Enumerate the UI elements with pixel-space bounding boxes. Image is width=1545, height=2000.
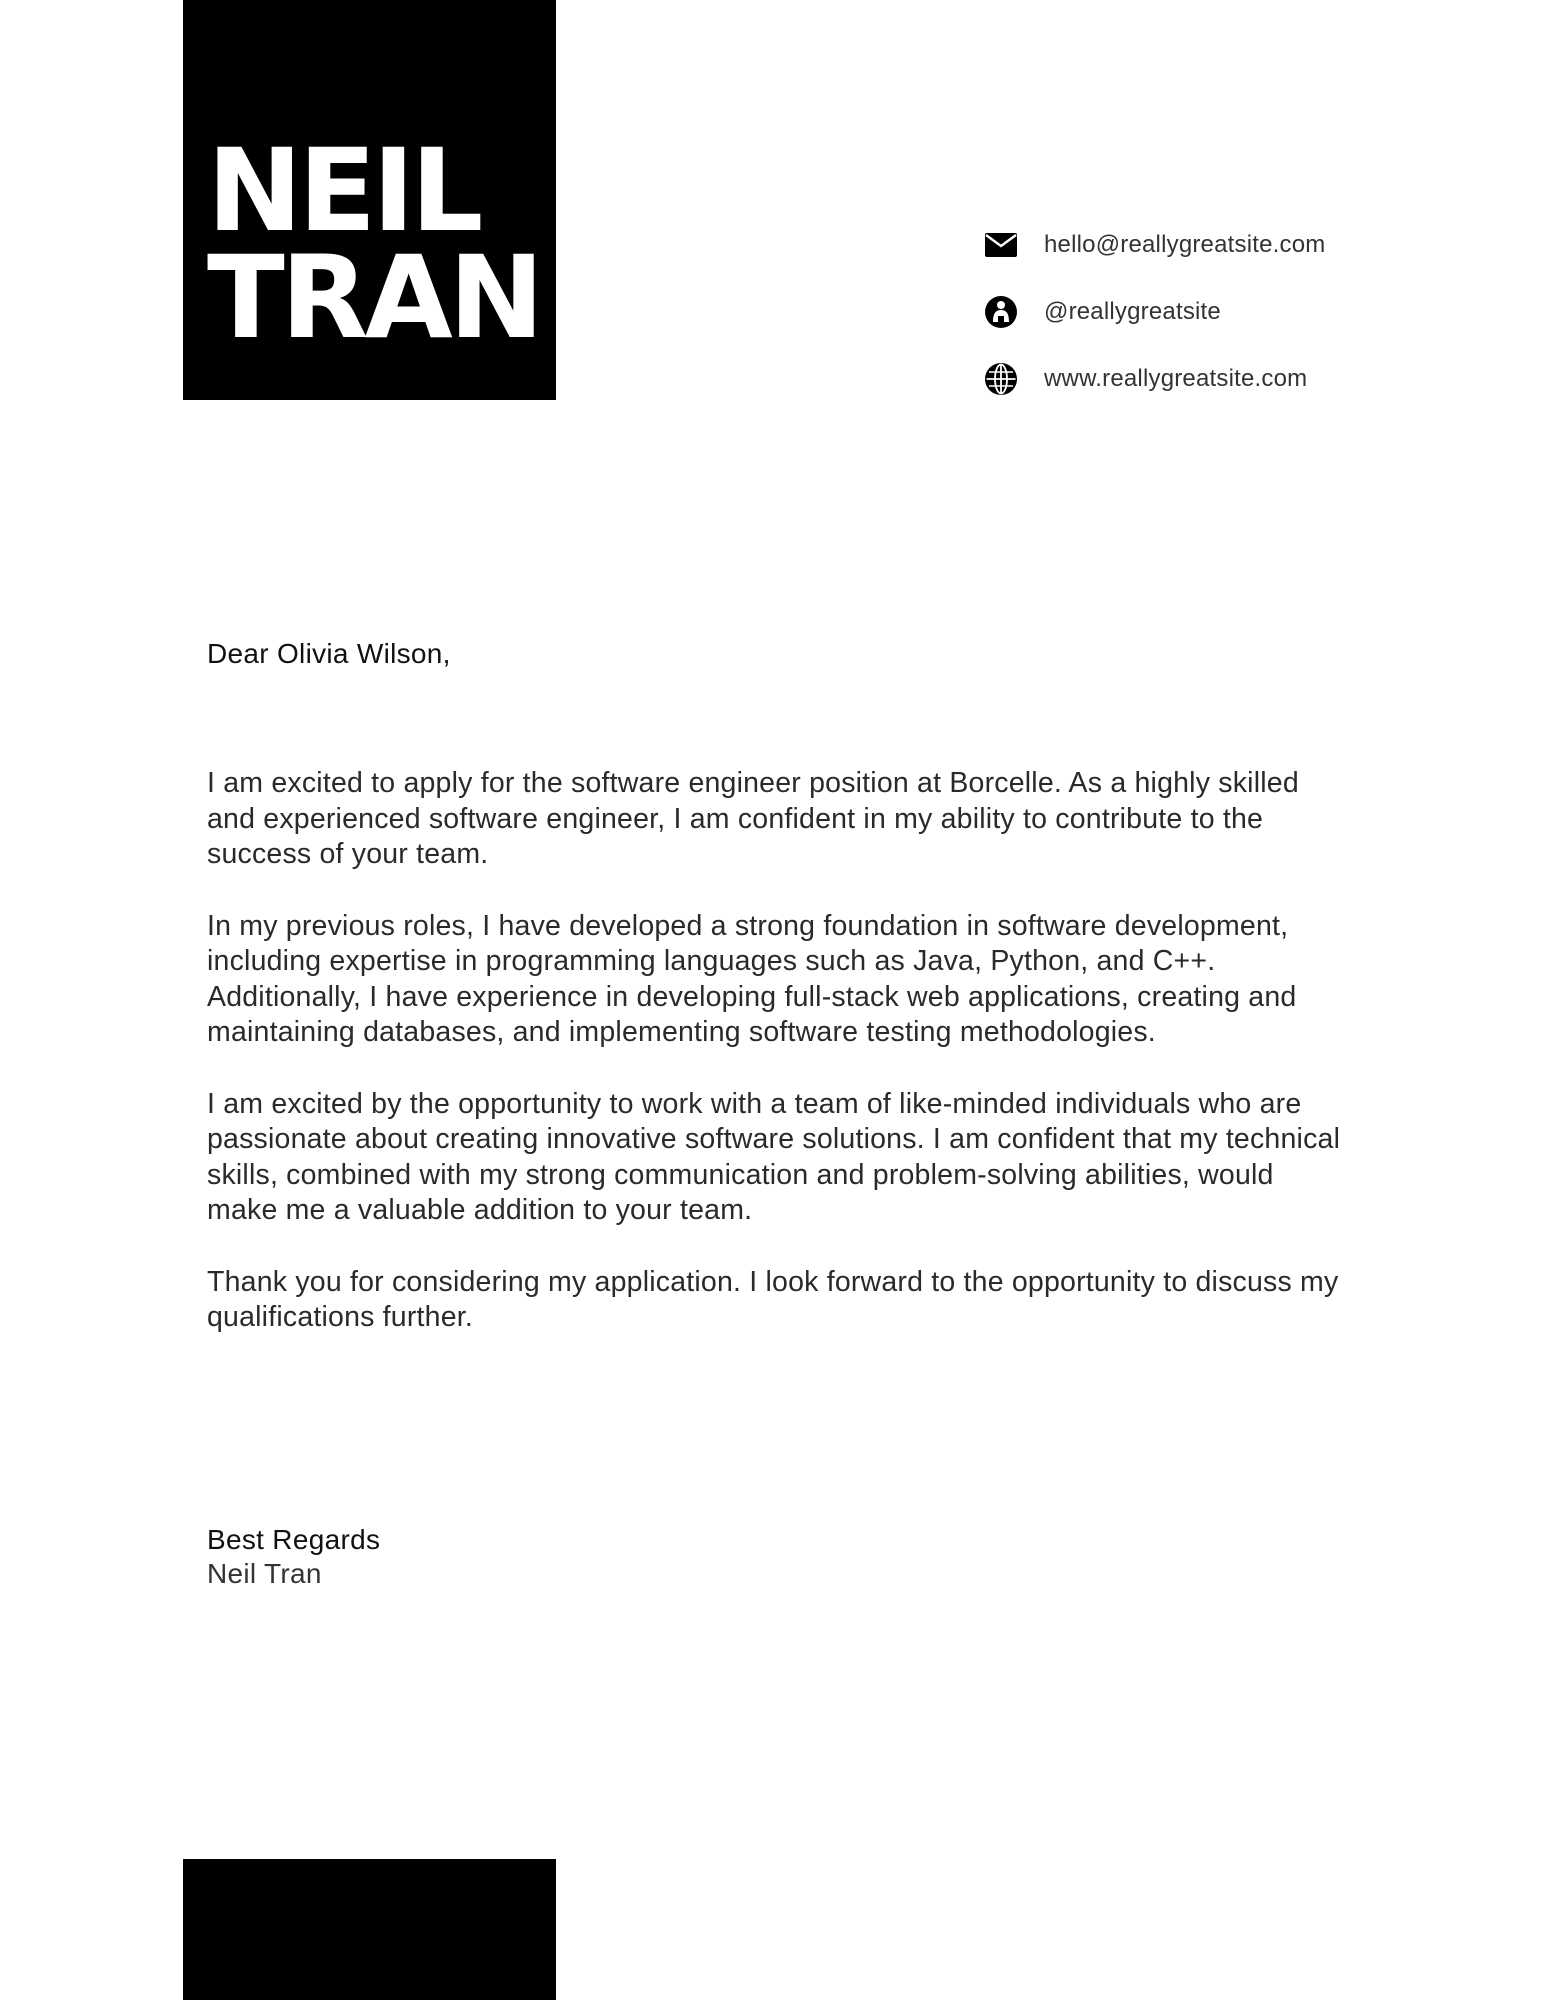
- social-handle[interactable]: @reallygreatsite: [1044, 298, 1221, 325]
- last-name: TRAN: [207, 231, 541, 364]
- letter-greeting: Dear Olivia Wilson,: [207, 638, 451, 669]
- letter-closing: Best Regards: [207, 1524, 381, 1555]
- letter-body: [207, 766, 1347, 1372]
- contact-list: [984, 228, 1325, 429]
- contact-social[interactable]: [984, 295, 1325, 329]
- contact-email[interactable]: [984, 228, 1325, 262]
- contact-website[interactable]: [984, 362, 1325, 396]
- first-name: NEIL: [207, 124, 480, 257]
- letter-paragraph: Thank you for considering my application. I look forward to the opportunity to discuss my qualifications further.: [207, 1265, 1339, 1333]
- letter-paragraph: In my previous roles, I have developed a strong foundation in software development, including expertise in programming languages such as Java, Python, and C++. Additionally, I have experience in developing full-stack web applications, creating and maintaining databases, and implementing software testing methodologies.: [207, 909, 1297, 1048]
- footer-block: [183, 1859, 556, 2000]
- name-header-block: [183, 0, 556, 400]
- globe-icon: [984, 362, 1018, 396]
- website-link[interactable]: www.reallygreatsite.com: [1044, 365, 1308, 392]
- letter-paragraph: I am excited to apply for the software engineer position at Borcelle. As a highly skilled and experienced software engineer, I am confident in my ability to contribute to the success of your team.: [207, 767, 1299, 870]
- envelope-icon: [984, 228, 1018, 262]
- email-link[interactable]: hello@reallygreatsite.com: [1044, 231, 1326, 258]
- letter-paragraph: I am excited by the opportunity to work with a team of like-minded individuals who are passionate about creating innovative software solutions. I am confident that my technical skills, combined with my strong communication and problem-solving abilities, would make me a valuable addition to your team.: [207, 1087, 1341, 1226]
- person-icon: [984, 295, 1018, 329]
- letter-signature: Neil Tran: [207, 1558, 322, 1589]
